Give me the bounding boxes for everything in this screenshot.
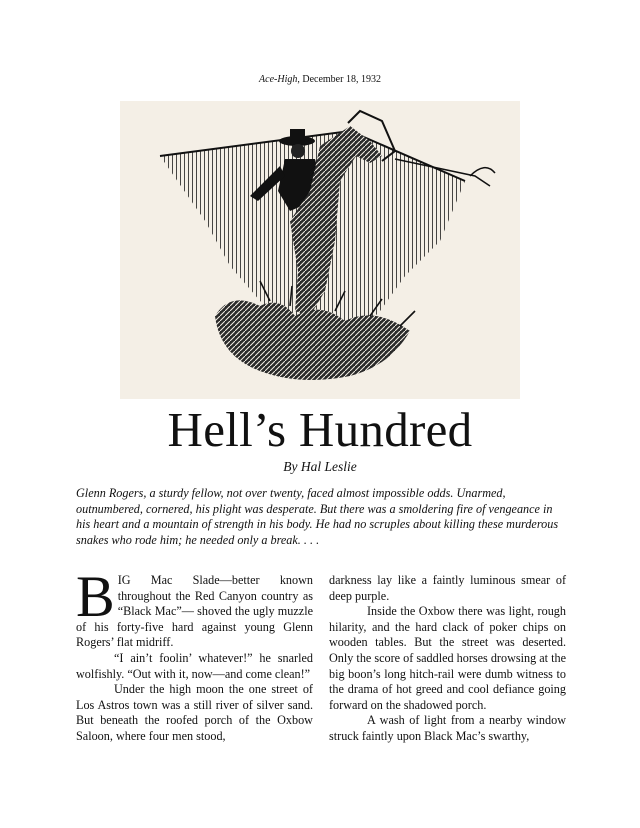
paragraph-2: “I ain’t foolin’ whatever!” he snarled wolfishly. “Out with it, now—and come clean!” [76,650,313,681]
source-line [0,74,640,85]
paragraph-5: A wash of light from a nearby window struck faintly upon Black Mac’s swarthy, [329,713,566,743]
paragraph-3: Under the high moon the one street of Los Astros town was a still river of silver sand. But beneath the roofed porch of the Oxbow Saloon, where four men stood, [76,682,313,743]
cowboy-on-horse-illustration [120,101,520,399]
text-column-right [329,573,566,745]
story-title: Hell’s Hundred [167,402,473,457]
drop-cap: B [76,564,115,629]
paragraph-4: Inside the Oxbow there was light, rough hilarity, and the hard clack of poker chips on wooden tables. But the street was deserted. Only the score of saddled horses drowsing at the big boon’s long hitch-rail were dumb witness to the drama of hot greed and cool defiance going forward on the shadowed porch. [329,604,566,712]
paragraph-1-text: IG Mac Slade—better known throughout the Red Canyon country as “Black Mac”— shoved the ugly muzzle of his forty-five hard against young Glenn Rogers’ flat midriff. [76,573,313,650]
publication-name: Ace-High [259,74,298,85]
publication-date: , December 18, 1932 [297,74,381,85]
story-byline: By Hal Leslie [283,459,357,474]
paragraph-3-continued: darkness lay like a faintly luminous smear of deep purple. [329,573,566,603]
story-blurb: Glenn Rogers, a sturdy fellow, not over twenty, faced almost impossible odds. Unarmed, outnumbered, cornered, his plight was desperate. But there was a smoldering fire of vengeance in his heart and a mountain of strength in his body. He had no scruples about killing these murderous snakes who rode him; he needed only a break. . . . [76,486,559,547]
text-column-left [76,564,313,745]
story-illustration [120,101,520,399]
paragraph-1 [76,564,313,651]
